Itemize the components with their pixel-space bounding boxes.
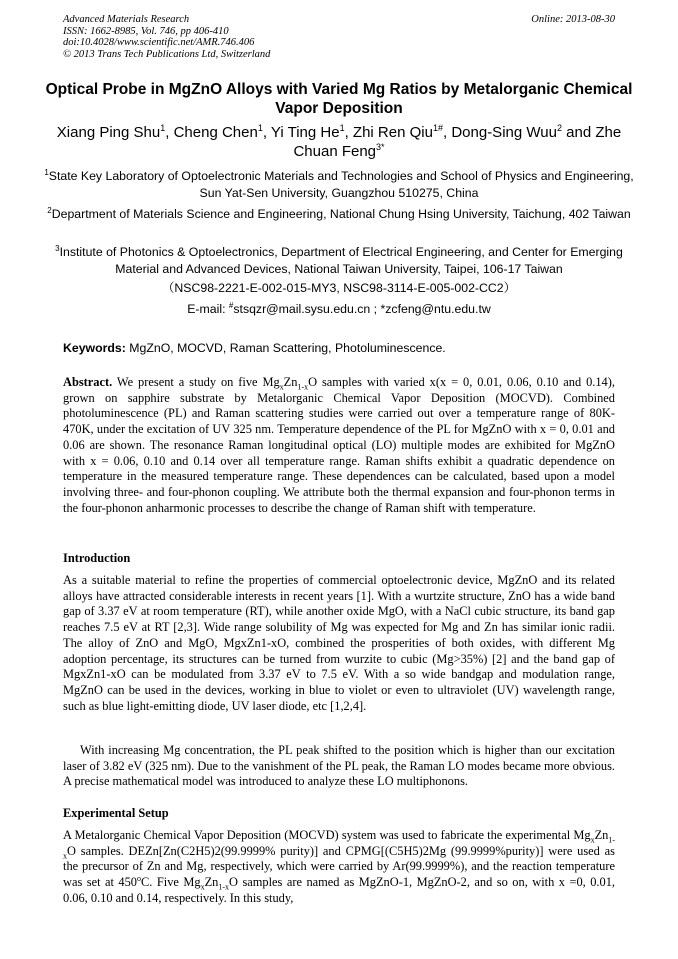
paper-title: Optical Probe in MgZnO Alloys with Varied Mg Ratios by Metalorganic Chemical Vapor Deposition	[45, 81, 633, 117]
email-address-1[interactable]: stsqzr@mail.sysu.edu.cn ;	[233, 302, 381, 316]
author-separator: and	[561, 124, 596, 141]
author-mark: 2	[556, 123, 562, 133]
abstract	[63, 375, 615, 516]
email-mark: #	[228, 300, 234, 310]
author-name: Zhi Ren Qiu	[352, 124, 433, 141]
author-name: Dong-Sing Wuu	[451, 124, 557, 141]
author-separator: ,	[442, 124, 452, 141]
affiliation-text: State Key Laboratory of Optoelectronic Materials and Technologies and School of Physics and Engineering, Sun Yat-Sen University, Guangzhou 510275, China	[48, 169, 634, 200]
section-heading-experimental: Experimental Setup	[63, 806, 169, 820]
author-mark: 1	[257, 123, 263, 133]
author-separator: ,	[344, 124, 353, 141]
subscript: x	[279, 382, 284, 392]
affiliation-3	[40, 244, 638, 278]
author-name: Cheng Chen	[173, 124, 258, 141]
abstract-text: We present a study on five Mg	[112, 375, 280, 389]
online-date: Online: 2013-08-30	[531, 14, 615, 25]
body-text: Zn	[204, 875, 219, 890]
author-mark: 1#	[432, 123, 443, 133]
author-name: Zhe Chuan Feng	[293, 124, 622, 160]
affiliation-mark: 1	[44, 167, 49, 177]
subscript: 1-x	[297, 382, 309, 392]
email-address-2[interactable]: *zcfeng@ntu.edu.tw	[380, 302, 491, 316]
affiliation-2	[40, 206, 638, 223]
email-line	[40, 301, 638, 317]
abstract-label: Abstract.	[63, 375, 113, 389]
author-separator: ,	[165, 124, 174, 141]
subscript: x	[200, 882, 205, 892]
journal-name: Advanced Materials Research	[63, 14, 190, 25]
body-text: O samples. DEZn[Zn(C2H5)2(99.9999% purity)] and CPMG[(C5H5)2Mg (99.9999%purity)] were used as the precursor of Zn and Mg, respectively, which were carried by Ar(99.9999%), and the reaction temperature was set at 450	[63, 843, 615, 890]
email-prefix: E-mail:	[187, 302, 229, 316]
author-name: Yi Ting He	[270, 124, 340, 141]
keywords-label: Keywords:	[63, 341, 126, 355]
introduction-paragraph-1: As a suitable material to refine the properties of commercial optoelectronic device, MgZnO and its related alloys have attracted considerable interests in recent years [1]. With a wurtzite structure, ZnO has a wide band gap of 3.37 eV at room temperature (RT), while another oxide MgO, with a NaCl cubic structure, its band gap reaches 7.5 eV at RT [2,3]. Wide range solubility of Mg was expected for Mg and Zn has similar ionic radii. The alloy of ZnO and MgO, MgxZn1-xO, combined the prosperities of both oxides, with different Mg adoption percentage, its structures can be turned from wurzite to cubic (Mg>35%) [2] and the band gap of MgxZn1-xO can be modulated from 3.37 eV to 7.5 eV. With a so wide bandgap and modulation range, MgZnO can be used in the devices, working in blue to violet or even to ultraviolet (UV) wavelength range, such as blue light-emitting diode, UV laser diode, etc [1,2,4].	[63, 573, 615, 713]
grant-numbers: （NSC98-2221-E-002-015-MY3, NSC98-3114-E-005-002-CC2）	[162, 281, 516, 295]
affiliation-mark: 2	[47, 205, 52, 215]
author-mark: 1	[339, 123, 345, 133]
doi-line: doi:10.4028/www.scientific.net/AMR.746.406	[63, 37, 255, 48]
keywords	[63, 340, 615, 356]
author-list	[40, 123, 638, 161]
introduction-paragraph-2: With increasing Mg concentration, the PL peak shifted to the position which is higher than our excitation laser of 3.82 eV (325 nm). Due to the vanishment of the PL peak, the Raman LO modes became more obvious. A precise mathematical model was introduced to analyze these LO multiphonons.	[63, 743, 615, 789]
keywords-text: MgZnO, MOCVD, Raman Scattering, Photoluminescence.	[125, 341, 446, 355]
author-separator: ,	[262, 124, 271, 141]
abstract-text: Zn	[283, 375, 298, 389]
subscript: x	[590, 835, 595, 845]
author-name: Xiang Ping Shu	[56, 124, 161, 141]
experimental-paragraph	[63, 828, 615, 907]
affiliation-text: Department of Materials Science and Engineering, National Chung Hsing University, Taichung, 402 Taiwan	[51, 207, 631, 221]
superscript: o	[137, 873, 142, 883]
section-heading-introduction: Introduction	[63, 551, 131, 565]
copyright-line: © 2013 Trans Tech Publications Ltd, Switzerland	[63, 48, 271, 60]
body-text: C. Five Mg	[141, 875, 201, 890]
affiliation-text: Institute of Photonics & Optoelectronics, Department of Electrical Engineering, and Center for Emerging Material and Advanced Devices, National Taiwan University, Taipei, 106-17 Taiwan	[59, 245, 623, 276]
affiliation-mark: 3	[55, 243, 60, 253]
journal-header	[63, 14, 615, 60]
author-mark: 3*	[376, 142, 385, 152]
body-text: A Metalorganic Chemical Vapor Deposition (MOCVD) system was used to fabricate the experimental Mg	[63, 828, 591, 842]
affiliation-1	[40, 168, 638, 202]
abstract-text: O samples with varied x(x = 0, 0.01, 0.06, 0.10 and 0.14), grown on sapphire substrate by Metalorganic Chemical Vapor Deposition (MOCVD). Combined photoluminescence (PL) and Raman scattering studies were carried out over a temperature range of 80K-470K, under the excitation of UV 325 nm. Temperature dependence of the PL for MgZnO with x = 0, 0.01 and 0.06 are shown. The resonance Raman longitudinal optical (LO) multiple modes are exhibited for MgZnO with x = 0.06, 0.10 and 0.14 over all temperature range. Raman shifts exhibit a quadratic dependence on temperature in the measured temperature range. These dependences can be calculated, based upon a model involving three- and four-phonon coupling. We attribute both the thermal expansion and four-phonon terms in the four-phonon anharmonic processes to describe the change of Raman shift with temperature.	[63, 375, 615, 515]
body-text: Zn	[594, 828, 609, 842]
subscript: 1-x	[218, 882, 230, 892]
issn-line: ISSN: 1662-8985, Vol. 746, pp 406-410	[63, 25, 229, 37]
body-text: O samples are named as MgZnO-1, MgZnO-2, and so on, with x =0, 0.01, 0.06, 0.10 and 0.14, respectively. In this study,	[63, 875, 615, 905]
subscript: 1-x	[63, 835, 615, 861]
author-mark: 1	[160, 123, 166, 133]
